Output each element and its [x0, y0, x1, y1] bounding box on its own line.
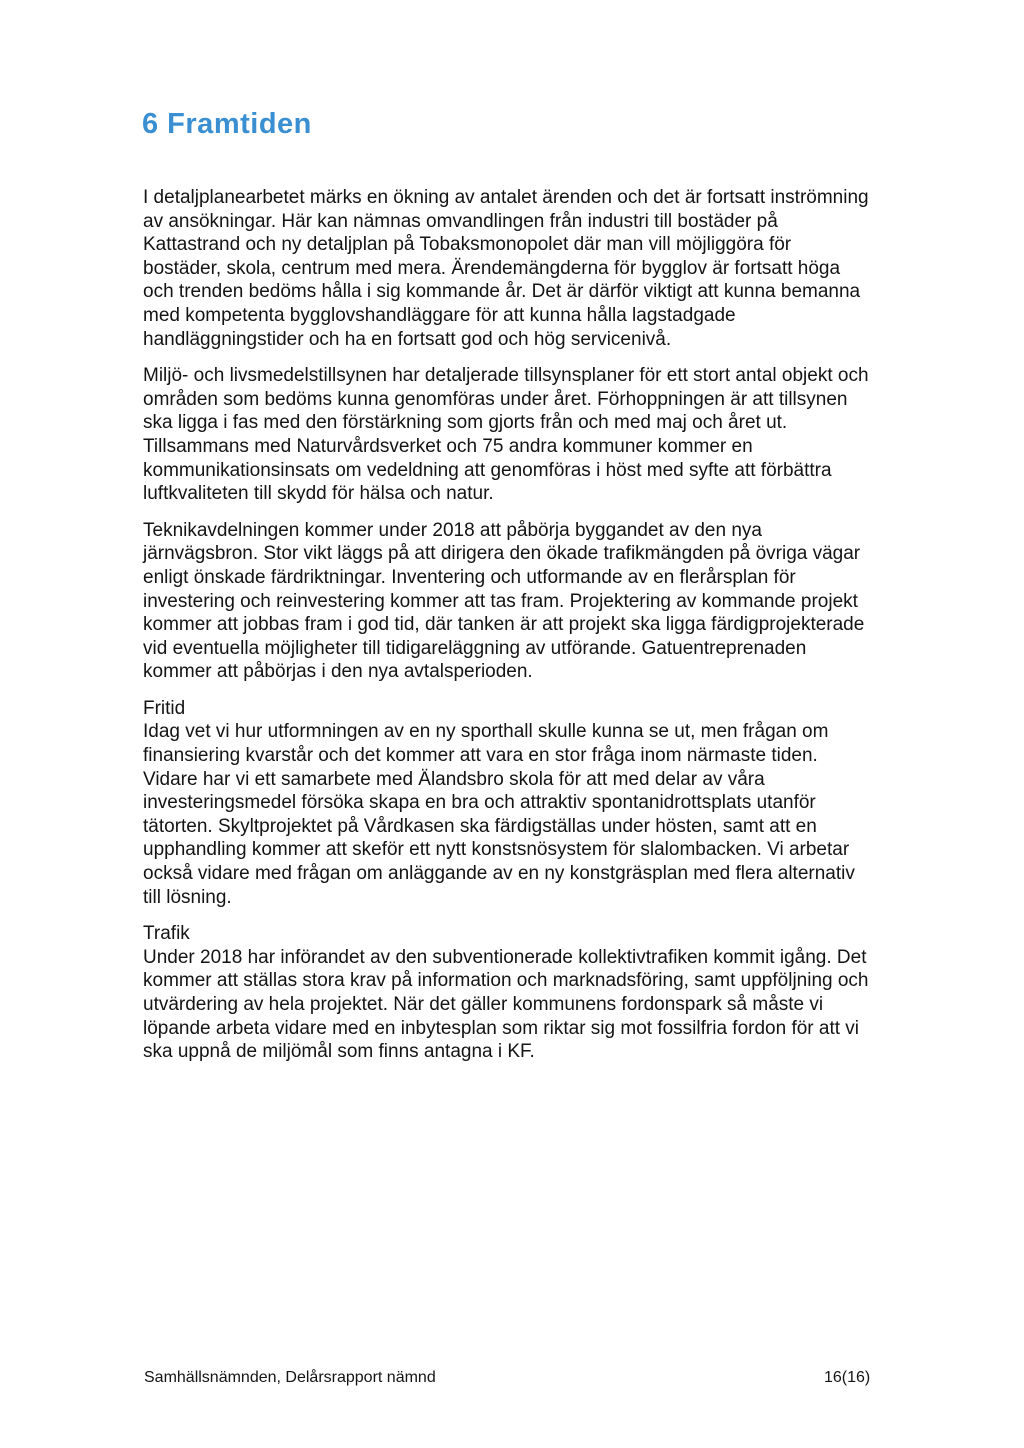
footer-page-number: 16(16): [824, 1369, 871, 1386]
paragraph-fritid: Idag vet vi hur utformningen av en ny sporthall skulle kunna se ut, men frågan om finansiering kvarstår och det kommer att vara en stor fråga inom närmaste tiden. Vidare har vi ett samarbete med Älandsbro skola för att med delar av våra investeringsmedel försöka skapa en bra och attraktiv spontanidrottsplats utanför tätorten. Skyltprojektet på Vårdkasen ska färdigställas under hösten, samt att en upphandling kommer att skeför ett nytt konstsnösystem för slalombacken. Vi arbetar också vidare med frågan om anläggande av en ny konstgräsplan med flera alternativ till lösning.: [143, 721, 855, 908]
paragraph-teknik: Teknikavdelningen kommer under 2018 att påbörja byggandet av den nya järnvägsbron. Stor vikt läggs på att dirigera den ökade trafikmängden på övriga vägar enligt önskade färdriktningar. Inventering och utformande av en flerårsplan för investering och reinvestering kommer att tas fram. Projektering av kommande projekt kommer att jobbas fram i god tid, där tanken är att projekt ska ligga färdigprojekterade vid eventuella möjligheter till tidigareläggning av utförande. Gatuentreprenaden kommer att påbörjas i den nya avtalsperioden.: [143, 519, 865, 683]
paragraph-trafik: Under 2018 har införandet av den subventionerade kollektivtrafiken kommit igång. Det kommer att ställas stora krav på information och marknadsföring, samt uppföljning och utvärdering av hela projektet. När det gäller kommunens fordonspark så måste vi löpande arbeta vidare med en inbytesplan som riktar sig mot fossilfria fordon för att vi ska uppnå de miljömål som finns antagna i KF.: [143, 946, 869, 1063]
paragraph-detaljplan: I detaljplanearbetet märks en ökning av antalet ärenden och det är fortsatt inströmning av ansökningar. Här kan nämnas omvandlingen från industri till bostäder på Kattastrand och ny detaljplan på Tobaksmonopolet där man vill möjliggöra för bostäder, skola, centrum med mera. Ärendemängderna för bygglov är fortsatt höga och trenden bedöms hålla i sig kommande år. Det är därför viktigt att kunna bemanna med kompetenta bygglovshandläggare för att kunna hålla lagstadgade handläggningstider och ha en fortsatt god och hög servicenivå.: [143, 187, 869, 350]
body-text: [143, 186, 873, 1077]
subheading-fritid: Fritid: [143, 697, 186, 719]
footer-document-title: Samhällsnämnden, Delårsrapport nämnd: [144, 1369, 436, 1386]
section-heading: 6 Framtiden: [142, 108, 312, 140]
subheading-trafik: Trafik: [143, 923, 190, 945]
paragraph-miljo: Miljö- och livsmedelstillsynen har detaljerade tillsynsplaner för ett stort antal objekt och områden som bedöms kunna genomföras under året. Förhoppningen är att tillsynen ska ligga i fas med den förstärkning som gjorts från och med maj och året ut. Tillsammans med Naturvårdsverket och 75 andra kommuner kommer en kommunikationsinsats om vedeldning att genomföras i höst med syfte att förbättra luftkvaliteten till skydd för hälsa och natur.: [143, 365, 869, 505]
